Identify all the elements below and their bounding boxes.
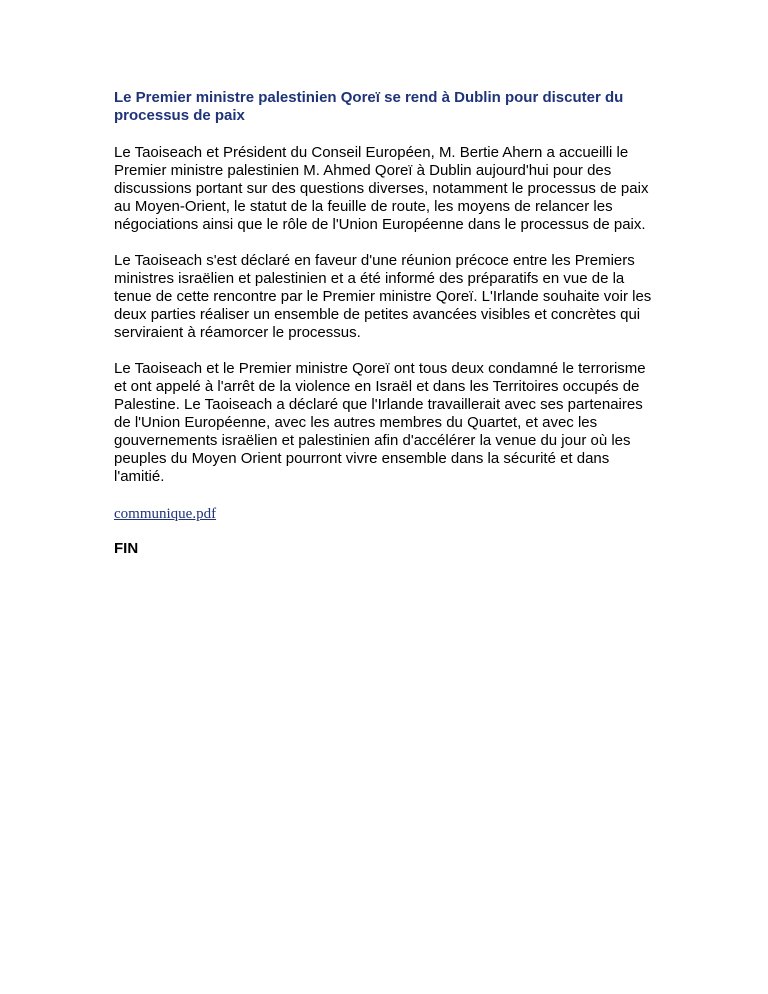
paragraph-2: Le Taoiseach s'est déclaré en faveur d'une réunion précoce entre les Premiers ministres israëlien et palestinien et a été informé des préparatifs en vue de la tenue de cette rencontre par le Premier ministre Qoreï. L'Irlande souhaite voir les deux parties réaliser un ensemble de petites avancées visibles et concrètes qui serviraient à réamorcer le processus.	[114, 252, 652, 341]
attachment-pdf-link[interactable]: communique.pdf	[114, 506, 217, 522]
headline: Le Premier ministre palestinien Qoreï se rend à Dublin pour discuter du processus de paix	[114, 89, 624, 124]
paragraph-3: Le Taoiseach et le Premier ministre Qoreï ont tous deux condamné le terrorisme et ont appelé à l'arrêt de la violence en Israël et dans les Territoires occupés de Palestine. Le Taoiseach a déclaré que l'Irlande travaillerait avec ses partenaires de l'Union Européenne, avec les autres membres du Quartet, et avec les gouvernements israëlien et palestinien afin d'accélérer la venue du jour où les peuples du Moyen Orient pourront vivre ensemble dans la sécurité et dans l'amitié.	[114, 360, 646, 485]
paragraph-1: Le Taoiseach et Président du Conseil Européen, M. Bertie Ahern a accueilli le Premier ministre palestinien M. Ahmed Qoreï à Dublin aujourd'hui pour des discussions portant sur des questions diverses, notamment le processus de paix au Moyen-Orient, le statut de la feuille de route, les moyens de relancer les négociations ainsi que le rôle de l'Union Européenne dans le processus de paix.	[114, 144, 649, 233]
end-marker: FIN	[114, 540, 139, 557]
press-release	[114, 89, 659, 558]
